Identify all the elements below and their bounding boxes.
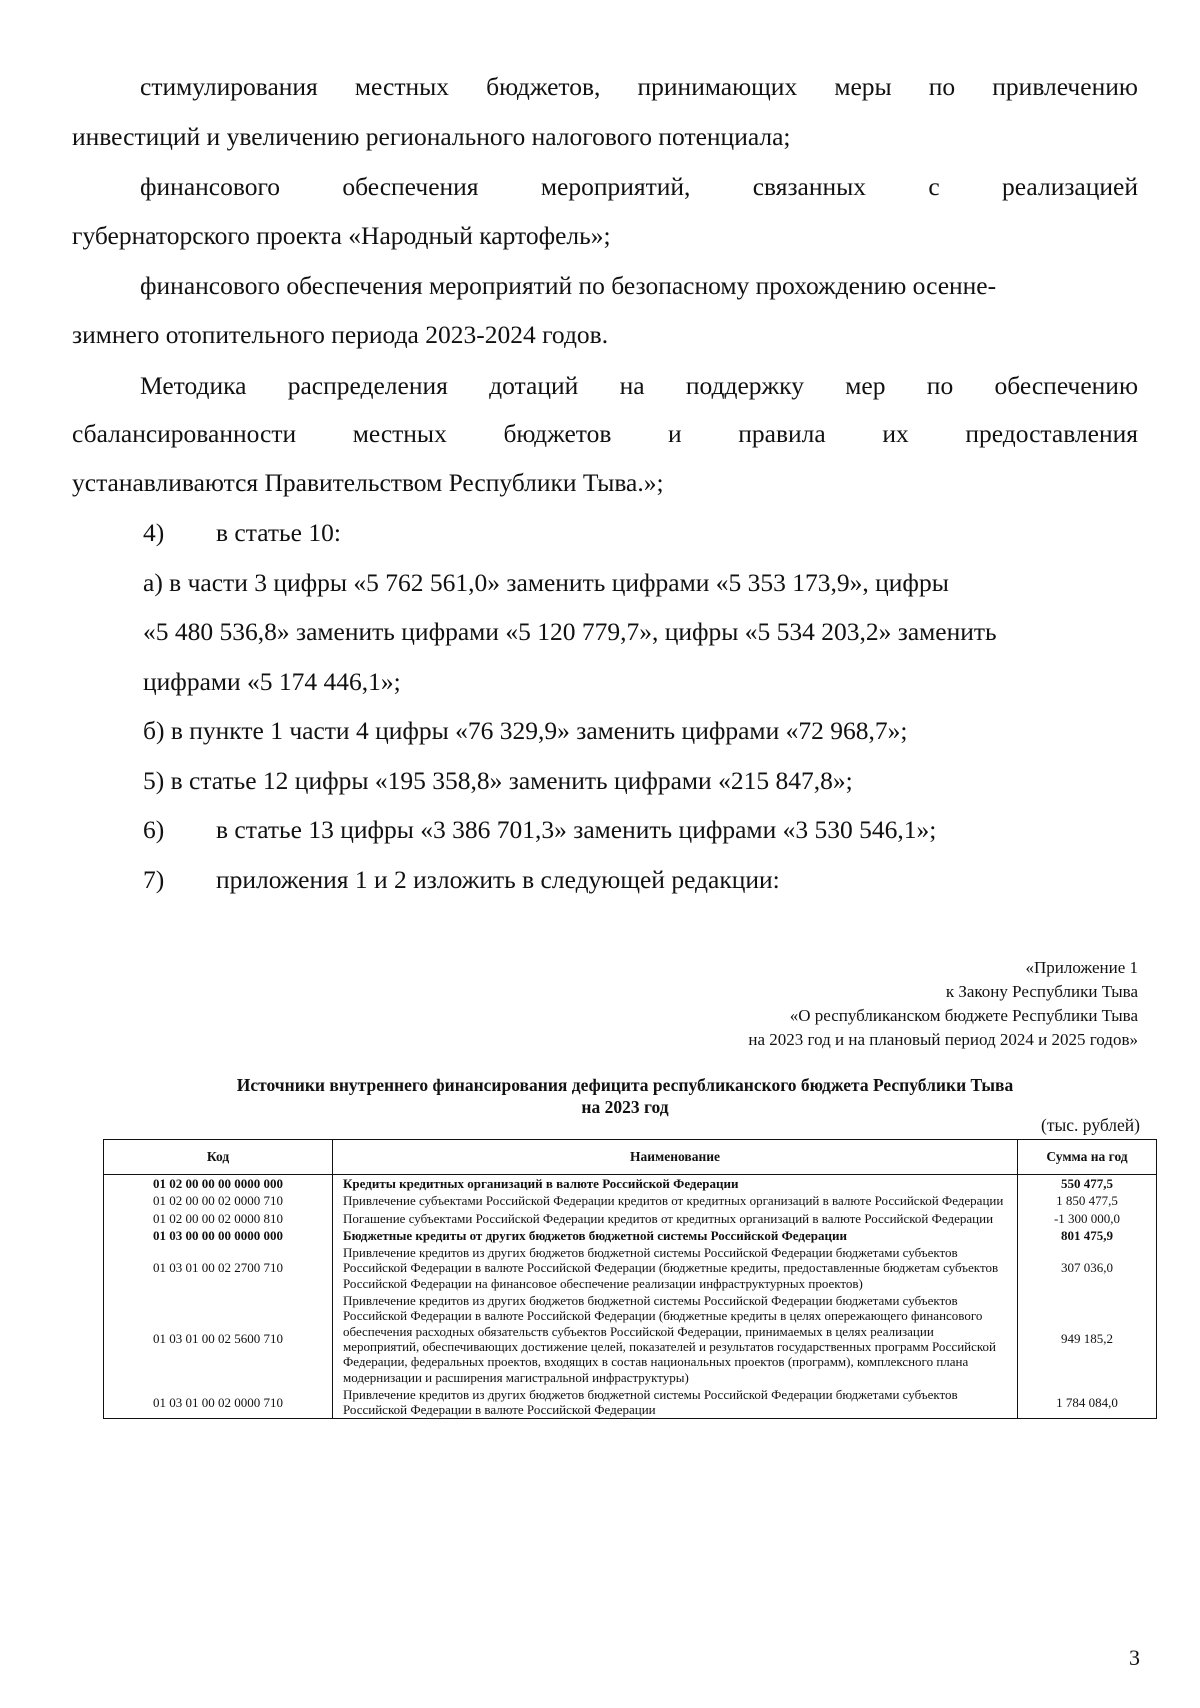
word: обеспечения [342,172,479,201]
cell-sum: 949 185,2 [1018,1292,1157,1386]
paragraph-line: инвестиций и увеличению регионального налогового потенциала; [72,122,791,151]
word: стимулирования [140,72,318,101]
word: бюджетов, [486,72,601,101]
paragraph-line: устанавливаются Правительством Республики Тыва.»; [72,468,664,497]
page-number: 3 [1129,1645,1140,1670]
appendix-line: «О республиканском бюджете Республики Тыва [789,1006,1138,1025]
cell-sum: 307 036,0 [1018,1244,1157,1292]
table-row [104,1244,1157,1292]
word: Методика [140,371,247,400]
header-name: Наименование [333,1140,1018,1175]
cell-sum: 1 850 477,5 [1018,1192,1157,1209]
cell-name: Привлечение кредитов из других бюджетов бюджетной системы Российской Федерации бюджетами субъектов Российской Федерации в валюте Российской Федерации [333,1386,1018,1419]
word: мероприятий, [540,172,691,201]
word: распределения [287,371,448,400]
word: реализацией [1002,172,1138,201]
word: меры [834,72,892,101]
paragraph-line [72,419,1138,449]
cell-name: Погашение субъектами Российской Федерации кредитов от кредитных организаций в валюте Российской Федерации [333,1210,1018,1227]
word: правила [738,419,826,448]
table-title: на 2023 год [581,1097,669,1117]
table-header-row [104,1140,1157,1175]
item-text: приложения 1 и 2 изложить в следующей редакции: [216,865,780,894]
cell-code: 01 03 01 00 02 0000 710 [104,1386,333,1419]
item-number: 4) [143,518,165,547]
word: бюджетов [503,419,612,448]
cell-code: 01 03 01 00 02 5600 710 [104,1292,333,1386]
cell-code: 01 03 01 00 02 2700 710 [104,1244,333,1292]
word: предоставления [965,419,1138,448]
word: сбалансированности [72,419,297,448]
word: их [882,419,909,448]
sources-table [103,1139,1157,1419]
cell-code: 01 02 00 00 02 0000 810 [104,1210,333,1227]
cell-name: Привлечение кредитов из других бюджетов бюджетной системы Российской Федерации бюджетами субъектов Российской Федерации в валюте Российской Федерации (бюджетные кредиты, предоставленные бюджетам субъектов Российской Федерации на финансовое обеспечение реализации инфраструктурных проектов) [333,1244,1018,1292]
cell-name: Бюджетные кредиты от других бюджетов бюджетной системы Российской Федерации [333,1227,1018,1244]
table-row [104,1227,1157,1244]
paragraph-line: цифрами «5 174 446,1»; [143,667,401,696]
paragraph-line: а) в части 3 цифры «5 762 561,0» заменить цифрами «5 353 173,9», цифры [143,568,949,597]
table-row [104,1210,1157,1227]
word: привлечению [992,72,1138,101]
table-row [104,1175,1157,1193]
table-row [104,1386,1157,1419]
word: на [619,371,645,400]
cell-sum: 1 784 084,0 [1018,1386,1157,1419]
word: по [926,371,954,400]
word: принимающих [637,72,798,101]
appendix-line: на 2023 год и на плановый период 2024 и 2025 годов» [748,1030,1138,1049]
table-row [104,1292,1157,1386]
cell-code: 01 02 00 00 02 0000 710 [104,1192,333,1209]
paragraph-line [140,371,1138,401]
table-title: Источники внутреннего финансирования дефицита республиканского бюджета Республики Тыва [236,1075,1014,1095]
paragraph-line: губернаторского проекта «Народный картофель»; [72,221,611,250]
word: местных [354,72,449,101]
paragraph-line: б) в пункте 1 части 4 цифры «76 329,9» заменить цифрами «72 968,7»; [143,716,908,745]
header-code: Код [104,1140,333,1175]
item-number: 6) [143,815,165,844]
cell-code: 01 03 00 00 00 0000 000 [104,1227,333,1244]
word: поддержку [685,371,804,400]
word: финансового [140,172,281,201]
word: местных [352,419,447,448]
cell-code: 01 02 00 00 00 0000 000 [104,1175,333,1193]
word: обеспечению [994,371,1138,400]
word: по [928,72,956,101]
item-text: в статье 13 цифры «3 386 701,3» заменить цифрами «3 530 546,1»; [216,815,937,844]
paragraph-line [140,172,1138,202]
units-label: (тыс. рублей) [1041,1115,1140,1135]
appendix-line: «Приложение 1 [1025,958,1138,977]
table-row [104,1192,1157,1209]
paragraph-line: 5) в статье 12 цифры «195 358,8» заменить цифрами «215 847,8»; [143,766,853,795]
paragraph-line: «5 480 536,8» заменить цифрами «5 120 779,7», цифры «5 534 203,2» заменить [143,617,997,646]
cell-sum: 550 477,5 [1018,1175,1157,1193]
cell-sum: 801 475,9 [1018,1227,1157,1244]
word: дотаций [489,371,579,400]
word: и [667,419,682,448]
cell-name: Кредиты кредитных организаций в валюте Российской Федерации [333,1175,1018,1193]
paragraph-line: финансового обеспечения мероприятий по безопасному прохождению осенне- [140,271,997,300]
cell-name: Привлечение субъектами Российской Федерации кредитов от кредитных организаций в валюте Российской Федерации [333,1192,1018,1209]
appendix-line: к Закону Республики Тыва [945,982,1138,1001]
header-sum: Сумма на год [1018,1140,1157,1175]
item-number: 7) [143,865,165,894]
item-text: в статье 10: [216,518,341,547]
cell-name: Привлечение кредитов из других бюджетов бюджетной системы Российской Федерации бюджетами субъектов Российской Федерации в валюте Российской Федерации (бюджетные кредиты в целях опережающего финансового обеспечения расходных обязательств субъектов Российской Федерации, принимаемых в целях реализации мероприятий, обеспечивающих достижение целей, показателей и результатов государственных программ Российской Федерации, федеральных проектов, входящих в состав национальных проектов (программ), комплексного плана модернизации и расширения магистральной инфраструктуры) [333,1292,1018,1386]
paragraph-line [140,72,1138,102]
cell-sum: -1 300 000,0 [1018,1210,1157,1227]
paragraph-line: зимнего отопительного периода 2023-2024 годов. [72,320,609,349]
word: связанных [752,172,867,201]
word: с [928,172,940,201]
word: мер [845,371,886,400]
